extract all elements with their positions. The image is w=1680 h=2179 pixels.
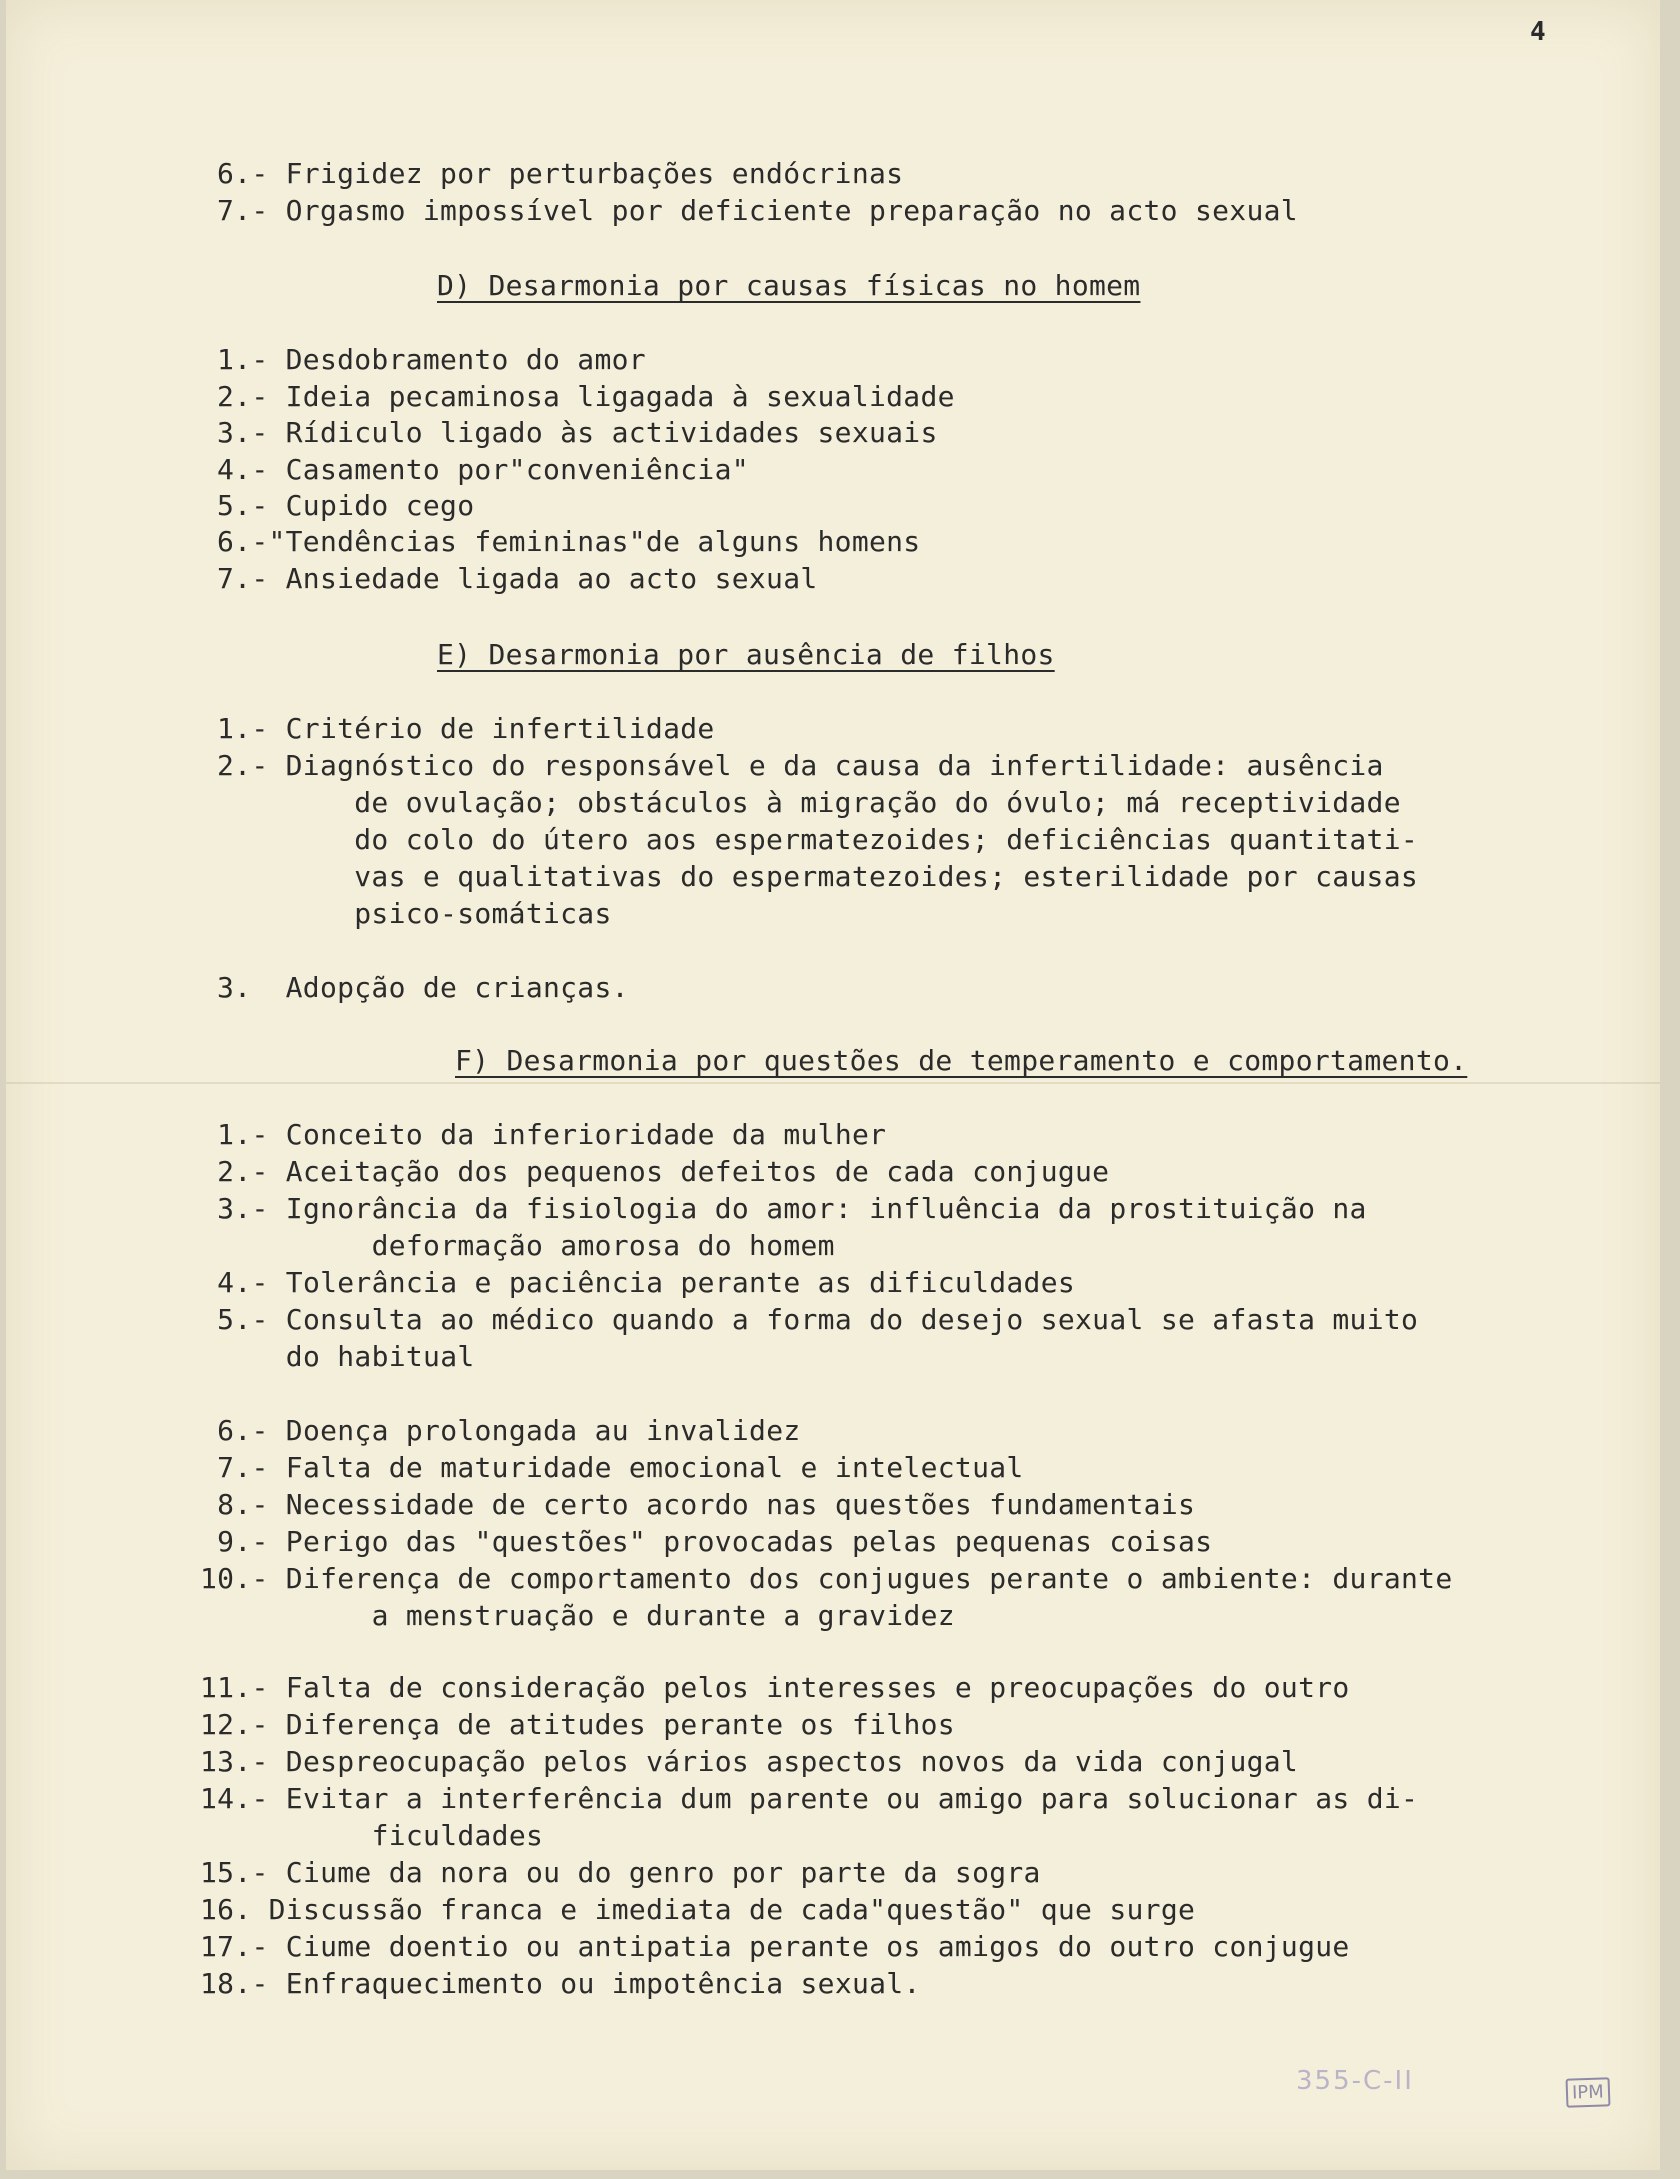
list-item-continuation: ficuldades	[200, 1819, 544, 1852]
list-item: 1.- Conceito da inferioridade da mulher	[200, 1118, 887, 1151]
list-item: 14.- Evitar a interferência dum parente ou amigo para solucionar as di-	[200, 1782, 1419, 1815]
list-item-continuation: do colo do útero aos espermatezoides; deficiências quantitati-	[217, 823, 1419, 856]
page-number: 4	[1530, 17, 1546, 47]
list-item: 18.- Enfraquecimento ou impotência sexual.	[200, 1967, 921, 2000]
list-item: 4.- Tolerância e paciência perante as dificuldades	[200, 1266, 1076, 1299]
list-item-continuation: psico-somáticas	[217, 897, 612, 930]
list-item: 3. Adopção de crianças.	[217, 971, 629, 1004]
section-d-heading: D) Desarmonia por causas físicas no homem	[437, 269, 1141, 302]
section-f-heading: F) Desarmonia por questões de temperamento e comportamento.	[455, 1044, 1468, 1077]
list-item: 6.- Frigidez por perturbações endócrinas	[217, 157, 904, 190]
list-item: 2.- Diagnóstico do responsável e da causa da infertilidade: ausência	[217, 749, 1384, 782]
paper-fold-line	[6, 1082, 1660, 1084]
list-item-continuation: deformação amorosa do homem	[200, 1229, 835, 1262]
list-item: 15.- Ciume da nora ou do genro por parte da sogra	[200, 1856, 1041, 1889]
list-item-continuation: a menstruação e durante a gravidez	[200, 1599, 955, 1632]
list-item: 16. Discussão franca e imediata de cada"questão" que surge	[200, 1893, 1196, 1926]
list-item: 5.- Consulta ao médico quando a forma do desejo sexual se afasta muito	[200, 1303, 1419, 1336]
list-item-continuation: de ovulação; obstáculos à migração do óvulo; má receptividade	[217, 786, 1401, 819]
archive-reference: 355-C-II	[1296, 2066, 1414, 2096]
list-item: 6.-"Tendências femininas"de alguns homens	[217, 525, 921, 558]
list-item: 11.- Falta de consideração pelos interesses e preocupações do outro	[200, 1671, 1350, 1704]
list-item: 6.- Doença prolongada au invalidez	[200, 1414, 801, 1447]
list-item: 10.- Diferença de comportamento dos conjugues perante o ambiente: durante	[200, 1562, 1453, 1595]
list-item: 9.- Perigo das "questões" provocadas pelas pequenas coisas	[200, 1525, 1213, 1558]
archive-stamp: IPM	[1566, 2077, 1611, 2108]
list-item: 2.- Ideia pecaminosa ligagada à sexualidade	[217, 380, 955, 413]
list-item: 8.- Necessidade de certo acordo nas questões fundamentais	[200, 1488, 1196, 1521]
list-item: 1.- Desdobramento do amor	[217, 343, 646, 376]
list-item: 13.- Despreocupação pelos vários aspectos novos da vida conjugal	[200, 1745, 1299, 1778]
list-item-continuation: vas e qualitativas do espermatezoides; esterilidade por causas	[217, 860, 1419, 893]
list-item: 1.- Critério de infertilidade	[217, 712, 715, 745]
list-item: 7.- Ansiedade ligada ao acto sexual	[217, 562, 818, 595]
section-e-heading: E) Desarmonia por ausência de filhos	[437, 638, 1055, 671]
list-item: 12.- Diferença de atitudes perante os filhos	[200, 1708, 955, 1741]
list-item: 4.- Casamento por"conveniência"	[217, 453, 749, 486]
list-item: 3.- Ignorância da fisiologia do amor: influência da prostituição na	[200, 1192, 1367, 1225]
list-item: 17.- Ciume doentio ou antipatia perante os amigos do outro conjugue	[200, 1930, 1350, 1963]
list-item-continuation: do habitual	[200, 1340, 475, 1373]
list-item: 7.- Orgasmo impossível por deficiente preparação no acto sexual	[217, 194, 1298, 227]
list-item: 7.- Falta de maturidade emocional e intelectual	[200, 1451, 1024, 1484]
document-page	[6, 0, 1660, 2170]
list-item: 3.- Rídiculo ligado às actividades sexuais	[217, 416, 938, 449]
list-item: 2.- Aceitação dos pequenos defeitos de cada conjugue	[200, 1155, 1110, 1188]
list-item: 5.- Cupido cego	[217, 489, 475, 522]
